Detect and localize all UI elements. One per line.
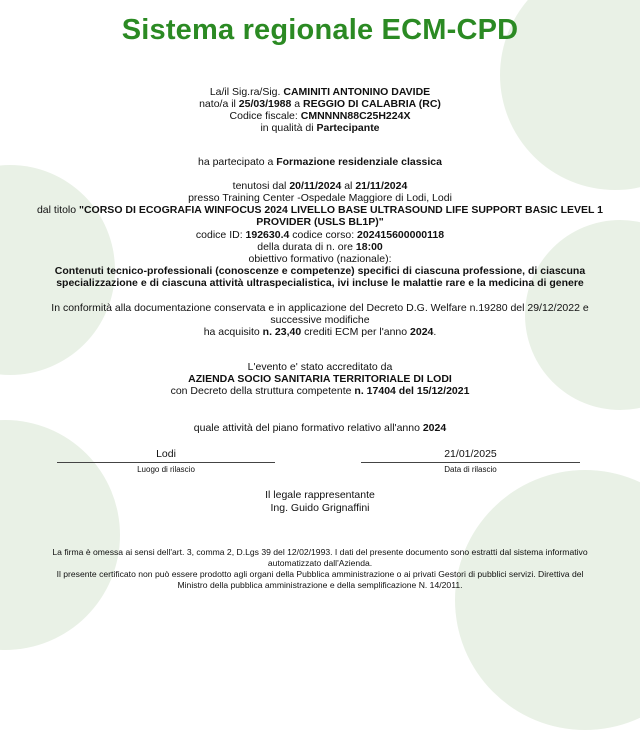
plan-year: 2024 bbox=[422, 422, 447, 434]
credits-line bbox=[10, 326, 630, 338]
event-codes-line bbox=[10, 229, 630, 241]
accreditation-line-1: L'evento e' stato accreditato da bbox=[247, 361, 393, 373]
birth-date: 25/03/1988 bbox=[238, 98, 292, 110]
issue-place: Lodi bbox=[156, 448, 176, 460]
event-title-line-2 bbox=[10, 216, 630, 228]
birth-line bbox=[10, 98, 630, 110]
role-line bbox=[10, 122, 630, 134]
objective-line-1 bbox=[10, 265, 630, 277]
label-at: a bbox=[294, 98, 301, 110]
event-title-part-1: "CORSO DI ECOGRAFIA WINFOCUS 2024 LIVELLO BASE ULTRASOUND LIFE SUPPORT BASIC LEVEL 1 bbox=[79, 204, 604, 216]
plan-line bbox=[10, 422, 630, 434]
decree: n. 17404 del 15/12/2021 bbox=[354, 385, 470, 397]
credits-year: 2024 bbox=[410, 326, 434, 338]
footer-line-1: La firma è omessa ai sensi dell'art. 3, comma 2, D.Lgs 39 del 12/02/1993. I dati del presente documento sono estratti dal sistema informativo bbox=[52, 547, 588, 557]
birth-place: REGGIO DI CALABRIA (RC) bbox=[303, 98, 441, 110]
label-held: tenutosi dal bbox=[232, 180, 287, 192]
document-title: Sistema regionale ECM-CPD bbox=[121, 14, 519, 46]
person-name-line bbox=[10, 86, 630, 98]
duration-line bbox=[10, 241, 630, 253]
credits-end: . bbox=[433, 326, 437, 338]
conformity-line-1: In conformità alla documentazione conservata e in applicazione del Decreto D.G. Welfare n.19280 del 29/12/2022 e bbox=[51, 302, 589, 314]
event-dates-line bbox=[10, 180, 630, 192]
objective-line-2 bbox=[10, 277, 630, 289]
decree-line bbox=[10, 385, 630, 397]
objective-part-2: specializzazione e di ciascuna attività ultraspecialistica, ivi incluse le malattie rare e la medicina di genere bbox=[56, 277, 584, 289]
footer-line-2: automatizzato dall'Azienda. bbox=[267, 558, 373, 568]
legal-representative-name: Ing. Guido Grignaffini bbox=[270, 502, 370, 514]
label-code-id: codice ID: bbox=[195, 229, 243, 241]
label-name: La/il Sig.ra/Sig. bbox=[209, 86, 281, 98]
label-decree: con Decreto della struttura competente bbox=[170, 385, 352, 397]
label-role: in qualità di bbox=[260, 122, 314, 134]
issue-date-rule bbox=[361, 462, 580, 463]
event-date-from: 20/11/2024 bbox=[289, 180, 342, 192]
label-course-code: codice corso: bbox=[292, 229, 355, 241]
accrediting-organization: AZIENDA SOCIO SANITARIA TERRITORIALE DI LODI bbox=[188, 373, 452, 385]
issue-date-caption: Data di rilascio bbox=[444, 465, 497, 474]
footer-line-4: Ministro della pubblica amministrazione e della semplificazione N. 14/2011. bbox=[177, 580, 463, 590]
issue-date: 21/01/2025 bbox=[444, 448, 497, 460]
objective-part-1: Contenuti tecnico-professionali (conoscenze e competenze) specifici di ciascuna professione, di ciascuna bbox=[54, 265, 586, 277]
participation-type: Formazione residenziale classica bbox=[276, 156, 442, 168]
issue-place-rule bbox=[57, 462, 275, 463]
participation-line bbox=[10, 156, 630, 168]
issue-place-caption: Luogo di rilascio bbox=[137, 465, 195, 474]
fiscal-code-line bbox=[10, 110, 630, 122]
label-acquired: ha acquisito bbox=[203, 326, 260, 338]
label-to: al bbox=[344, 180, 353, 192]
event-location: presso Training Center -Ospedale Maggiore di Lodi, Lodi bbox=[188, 192, 452, 204]
accreditation-org-line bbox=[10, 373, 630, 385]
label-participation: ha partecipato a bbox=[198, 156, 274, 168]
person-name: CAMINITI ANTONINO DAVIDE bbox=[283, 86, 431, 98]
course-code: 202415600000118 bbox=[357, 229, 445, 241]
duration: 18:00 bbox=[355, 241, 383, 253]
label-plan: quale attività del piano formativo relativo all'anno bbox=[193, 422, 420, 434]
event-title-part-2: PROVIDER (USLS BL1P)" bbox=[256, 216, 384, 228]
event-title-line-1 bbox=[10, 204, 630, 216]
code-id: 192630.4 bbox=[245, 229, 290, 241]
conformity-line-2: successive modifiche bbox=[270, 314, 370, 326]
credits: n. 23,40 bbox=[262, 326, 302, 338]
legal-representative-label: Il legale rappresentante bbox=[265, 489, 375, 501]
label-title: dal titolo bbox=[36, 204, 77, 216]
event-date-to: 21/11/2024 bbox=[355, 180, 408, 192]
label-born: nato/a il bbox=[199, 98, 236, 110]
role: Partecipante bbox=[316, 122, 380, 134]
label-objective: obiettivo formativo (nazionale): bbox=[248, 253, 392, 265]
fiscal-code: CMNNNN88C25H224X bbox=[300, 110, 411, 122]
footer-line-3: Il presente certificato non può essere prodotto agli organi della Pubblica amministrazione o ai privati Gestori di pubblici servizi. Direttiva del bbox=[56, 569, 584, 579]
label-credits: crediti ECM per l'anno bbox=[304, 326, 408, 338]
label-duration: della durata di n. ore bbox=[257, 241, 353, 253]
label-fiscal-code: Codice fiscale: bbox=[229, 110, 298, 122]
